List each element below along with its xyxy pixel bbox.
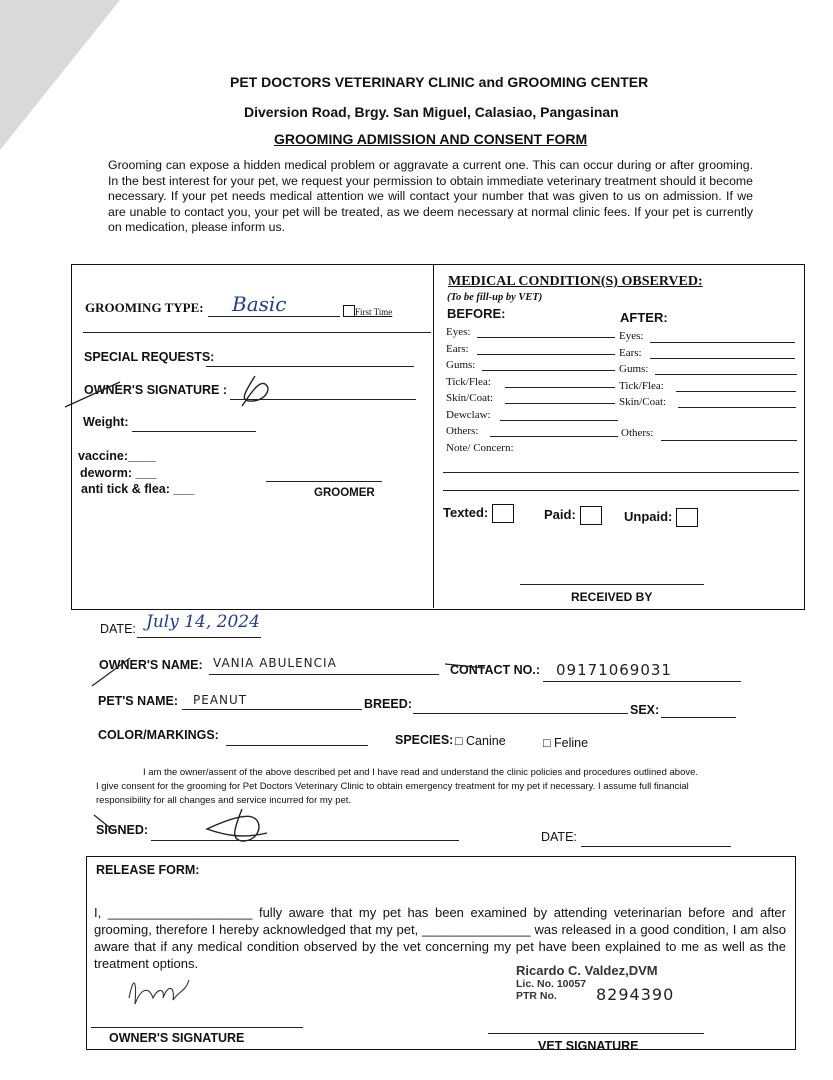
vet-signature-label: VET SIGNATURE bbox=[538, 1039, 639, 1053]
texted-field bbox=[443, 504, 514, 523]
before-others-line[interactable] bbox=[490, 436, 618, 437]
after-tick: Tick/Flea: bbox=[619, 379, 664, 392]
before-gums-line[interactable] bbox=[482, 370, 615, 371]
before-ears: Ears: bbox=[446, 342, 469, 355]
consent-statement-2: I give consent for the grooming for Pet Doctors Veterinary Clinic to obtain emergency treatment for my pet if necessary. I assume full financial responsibility for all changes and service incurred for my pet. bbox=[96, 781, 689, 806]
before-others: Others: bbox=[446, 425, 479, 437]
after-others-line[interactable] bbox=[661, 440, 797, 441]
before-dewclaw: Dewclaw: bbox=[446, 408, 491, 421]
release-form-title: RELEASE FORM: bbox=[96, 863, 200, 877]
after-skin-line[interactable] bbox=[678, 407, 796, 408]
owner-signature-label: OWNER'S SIGNATURE : bbox=[84, 383, 228, 397]
received-by-line[interactable] bbox=[520, 584, 704, 585]
weight-label: Weight: bbox=[83, 415, 129, 429]
unpaid-label: Unpaid: bbox=[624, 508, 673, 524]
before-heading: BEFORE: bbox=[447, 306, 506, 321]
after-tick-line[interactable] bbox=[676, 391, 796, 392]
before-tick-line[interactable] bbox=[505, 387, 615, 388]
special-requests-line[interactable] bbox=[206, 366, 414, 367]
before-eyes: Eyes: bbox=[446, 326, 471, 338]
paid-label: Paid: bbox=[544, 506, 576, 522]
vet-stamp-lic: Lic. No. 10057 bbox=[516, 978, 587, 990]
date-value[interactable]: July 14, 2024 bbox=[146, 612, 260, 632]
grooming-type-line bbox=[208, 316, 340, 317]
signed-date-line[interactable] bbox=[581, 846, 731, 847]
grooming-extra-line bbox=[83, 332, 431, 333]
date-line[interactable] bbox=[137, 637, 261, 638]
pet-name-line[interactable] bbox=[182, 709, 362, 710]
groomer-line[interactable] bbox=[266, 481, 382, 482]
pet-name-label: PET'S NAME: bbox=[98, 694, 179, 708]
note-line-1[interactable] bbox=[443, 472, 799, 473]
signature-mark-1 bbox=[60, 370, 300, 410]
signed-date-label: DATE: bbox=[541, 830, 577, 844]
medical-subheading: (To be fill-up by VET) bbox=[447, 292, 543, 303]
breed-label: BREED: bbox=[364, 697, 412, 711]
texted-checkbox[interactable] bbox=[492, 504, 514, 523]
after-gums-line[interactable] bbox=[655, 374, 797, 375]
after-ears: Ears: bbox=[619, 346, 642, 359]
special-requests-label: SPECIAL REQUESTS: bbox=[84, 350, 215, 364]
weight-line[interactable] bbox=[132, 431, 256, 432]
owner-name-label: OWNER'S NAME: bbox=[99, 658, 203, 672]
after-eyes: Eyes: bbox=[619, 330, 644, 342]
consent-statement: I am the owner/assent of the above described pet and I have read and understand the clinic policies and procedures outlined above. bbox=[142, 767, 699, 778]
canine-option[interactable]: □ Canine bbox=[455, 734, 506, 748]
canine-label: Canine bbox=[466, 734, 506, 748]
first-time-label: First Time bbox=[355, 307, 393, 317]
groomer-label: GROOMER bbox=[314, 487, 375, 499]
strike-marks bbox=[90, 650, 490, 690]
after-eyes-line[interactable] bbox=[650, 342, 795, 343]
received-by-label: RECEIVED BY bbox=[571, 590, 653, 604]
box-divider bbox=[433, 265, 434, 608]
clinic-name: PET DOCTORS VETERINARY CLINIC and GROOMING CENTER bbox=[230, 74, 649, 90]
page-fold bbox=[0, 0, 120, 150]
before-skin-line[interactable] bbox=[505, 403, 615, 404]
vet-stamp-name: Ricardo C. Valdez,DVM bbox=[516, 963, 658, 978]
paid-field bbox=[544, 506, 602, 525]
sex-line[interactable] bbox=[661, 717, 736, 718]
texted-label: Texted: bbox=[443, 504, 489, 520]
vet-stamp-ptr: PTR No. bbox=[516, 990, 557, 1002]
ptr-number: 8294390 bbox=[596, 985, 675, 1004]
breed-line[interactable] bbox=[413, 713, 628, 714]
after-skin: Skin/Coat: bbox=[619, 396, 667, 408]
deworm-label: deworm: ___ bbox=[80, 466, 157, 480]
after-ears-line[interactable] bbox=[650, 358, 795, 359]
owner-release-signature bbox=[125, 968, 235, 1012]
before-ears-line[interactable] bbox=[477, 354, 615, 355]
grooming-type-value[interactable]: Basic bbox=[232, 292, 287, 316]
sex-label: SEX: bbox=[630, 703, 660, 717]
vaccine-label: vaccine:____ bbox=[78, 449, 156, 463]
before-gums: Gums: bbox=[446, 359, 476, 371]
paid-checkbox[interactable] bbox=[580, 506, 602, 525]
first-time-checkbox[interactable] bbox=[343, 305, 355, 317]
unpaid-field bbox=[624, 508, 698, 527]
after-others: Others: bbox=[621, 427, 654, 439]
signed-label: SIGNED: bbox=[96, 823, 149, 837]
before-skin: Skin/Coat: bbox=[446, 392, 494, 404]
owner-signature-release-label: OWNER'S SIGNATURE bbox=[109, 1031, 245, 1045]
grooming-type-label: GROOMING TYPE: bbox=[85, 300, 204, 315]
after-heading: AFTER: bbox=[620, 310, 668, 325]
color-markings-label: COLOR/MARKINGS: bbox=[98, 728, 219, 742]
contact-line[interactable] bbox=[543, 681, 741, 682]
intro-paragraph: Grooming can expose a hidden medical problem or aggravate a current one. This can occur during or after grooming. In the best interest for your pet, we request your permission to obtain immediate veterinary treatment should it become necessary. If your pet needs medical attention we will contact your number that was given to us on admission. If we are unable to contact you, your pet will be treated, as we deem necessary at normal clinic fees. If your pet is currently on medication, please inform us. bbox=[108, 158, 753, 234]
color-markings-line[interactable] bbox=[226, 745, 368, 746]
contact-value[interactable]: 09171069031 bbox=[556, 661, 672, 679]
owner-name-value[interactable]: VANIA ABULENCIA bbox=[213, 656, 337, 670]
before-dewclaw-line[interactable] bbox=[500, 420, 618, 421]
vet-signature-line[interactable] bbox=[488, 1033, 704, 1034]
anti-tick-label: anti tick & flea: ___ bbox=[81, 482, 195, 496]
note-line-2[interactable] bbox=[443, 490, 799, 491]
after-gums: Gums: bbox=[619, 363, 649, 375]
clinic-address: Diversion Road, Brgy. San Miguel, Calasiao, Pangasinan bbox=[244, 104, 619, 120]
before-tick: Tick/Flea: bbox=[446, 375, 491, 388]
after-fields bbox=[619, 328, 666, 411]
form-title: GROOMING ADMISSION AND CONSENT FORM bbox=[274, 131, 588, 147]
feline-option[interactable]: □ Feline bbox=[543, 736, 589, 750]
signature-mark-2 bbox=[92, 805, 292, 850]
release-paragraph bbox=[94, 904, 786, 972]
medical-heading: MEDICAL CONDITION(S) OBSERVED: bbox=[448, 274, 703, 289]
before-eyes-line[interactable] bbox=[477, 337, 615, 338]
date-label: DATE: bbox=[100, 622, 136, 636]
pet-name-value[interactable]: PEANUT bbox=[193, 693, 248, 707]
unpaid-checkbox[interactable] bbox=[676, 508, 698, 527]
feline-label: Feline bbox=[554, 736, 589, 750]
contact-label: CONTACT NO.: bbox=[450, 663, 541, 677]
note-concern: Note/ Concern: bbox=[446, 441, 514, 454]
release-text: I, ____________________ fully aware that my pet has been examined by attending veterinarian before and after grooming, therefore I hereby acknowledged that my pet, _______________ was released in a good condition, I am also aware that if any medical condition observed by the vet concerning my pet have been explained to me as well as the treatment options. bbox=[94, 905, 786, 971]
species-label: SPECIES: bbox=[395, 733, 454, 747]
owner-signature-release-line[interactable] bbox=[91, 1027, 303, 1028]
